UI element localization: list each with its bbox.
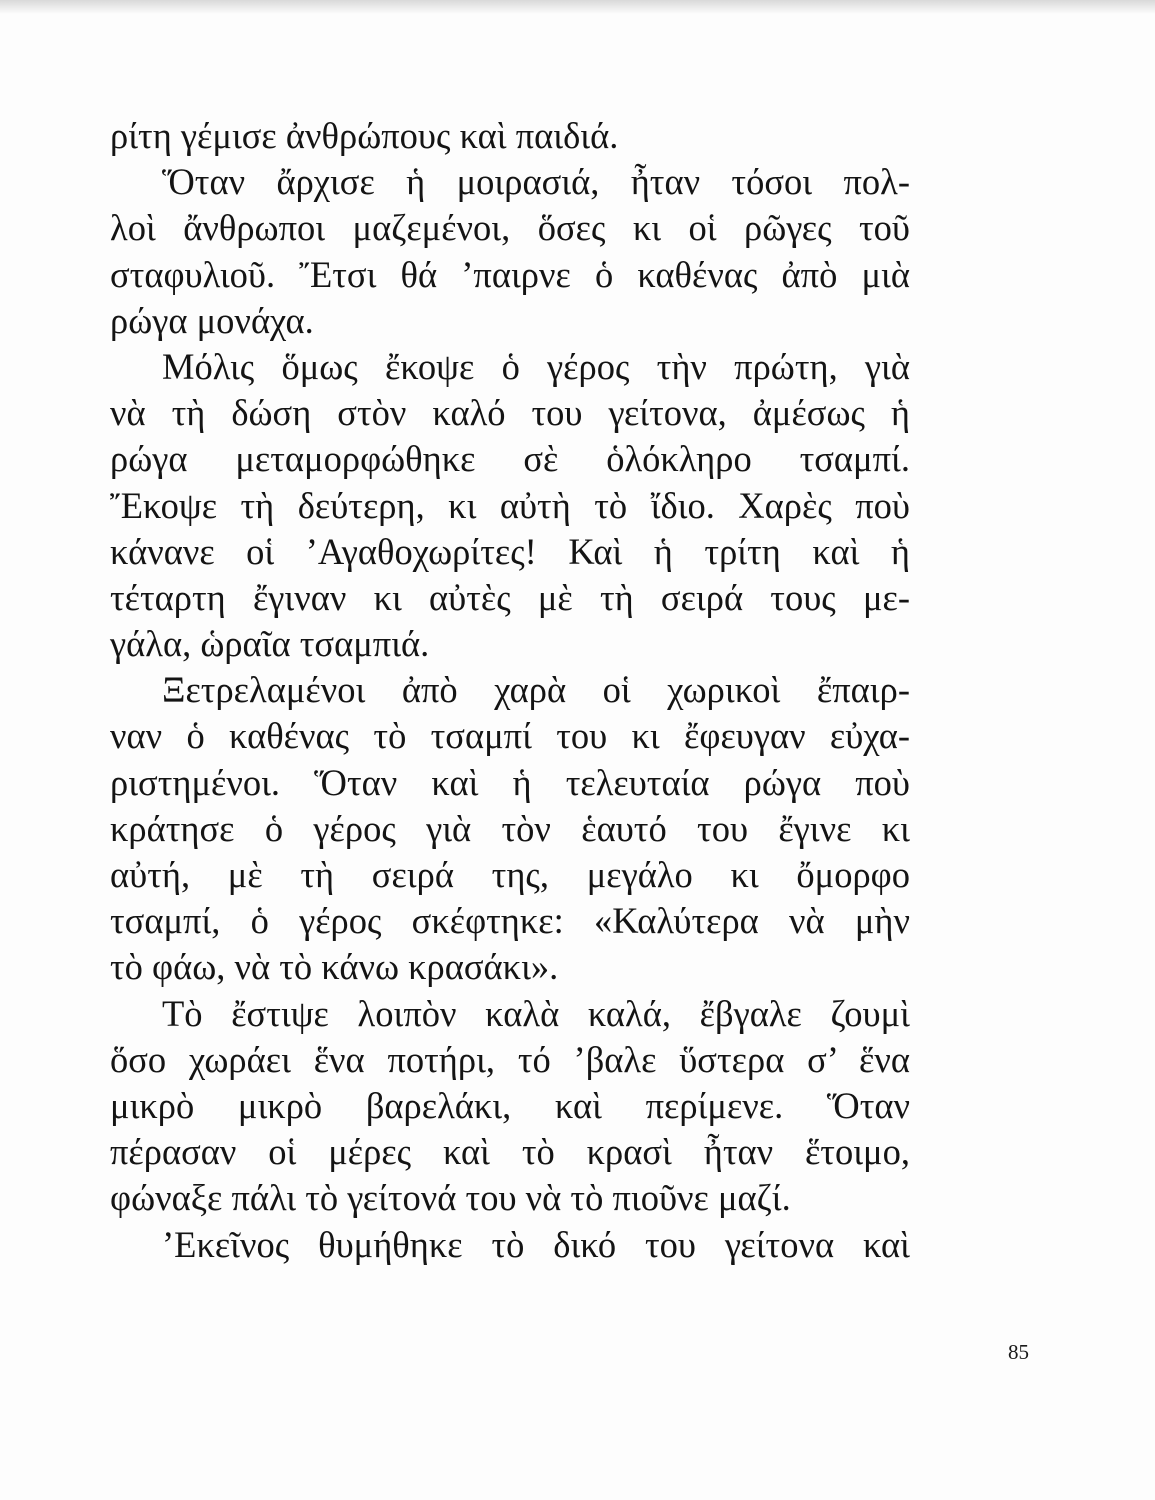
text-line: Μόλις ὅμως ἔκοψε ὁ γέρος τὴν πρώτη, γιὰ: [162, 345, 910, 387]
text-line: ρώγα μονάχα.: [110, 299, 314, 341]
page-number: 85: [1008, 1340, 1029, 1364]
text-line: σταφυλιοῦ. Ἔτσι θά ’παιρνε ὁ καθένας ἀπὸ μιὰ: [110, 253, 910, 295]
text-line: κάνανε οἱ ’Αγαθοχωρίτες! Καὶ ἡ τρίτη καὶ ἡ: [110, 530, 910, 572]
text-line: τέταρτη ἔγιναν κι αὐτὲς μὲ τὴ σειρά τους με-: [110, 576, 910, 618]
text-line: Ὅταν ἄρχισε ἡ μοιρασιά, ἦταν τόσοι πολ-: [162, 161, 910, 203]
text-line: Ξετρελαμένοι ἀπὸ χαρὰ οἱ χωρικοὶ ἔπαιρ-: [162, 669, 910, 711]
text-line: πέρασαν οἱ μέρες καὶ τὸ κρασὶ ἦταν ἕτοιμο,: [110, 1131, 910, 1173]
text-line: ’Εκεῖνος θυμήθηκε τὸ δικό του γείτονα καὶ: [162, 1223, 910, 1265]
text-line: γάλα, ὡραῖα τσαμπιά.: [110, 623, 430, 665]
text-line: τὸ φάω, νὰ τὸ κάνω κρασάκι».: [110, 946, 559, 988]
text-line: Ἔκοψε τὴ δεύτερη, κι αὐτὴ τὸ ἴδιο. Χαρὲς ποὺ: [110, 484, 910, 526]
text-line: τσαμπί, ὁ γέρος σκέφτηκε: «Καλύτερα νὰ μὴν: [110, 900, 910, 942]
text-line: φώναξε πάλι τὸ γείτονά του νὰ τὸ πιοῦνε μαζί.: [110, 1177, 791, 1219]
text-line: αὐτή, μὲ τὴ σειρά της, μεγάλο κι ὄμορφο: [110, 854, 910, 895]
text-line: μικρὸ μικρὸ βαρελάκι, καὶ περίμενε. Ὅταν: [110, 1084, 910, 1126]
text-line: κράτησε ὁ γέρος γιὰ τὸν ἑαυτό του ἔγινε κι: [110, 807, 910, 849]
body-text: [110, 113, 910, 1268]
text-line: νὰ τὴ δώση στὸν καλό του γείτονα, ἀμέσως ἡ: [110, 392, 910, 434]
text-line: Τὸ ἔστιψε λοιπὸν καλὰ καλά, ἔβγαλε ζουμὶ: [162, 992, 910, 1034]
page-edge-shadow: [0, 0, 1155, 14]
text-line: ρίτη γέμισε ἀνθρώπους καὶ παιδιά.: [110, 115, 619, 156]
text-line: ρώγα μεταμορφώθηκε σὲ ὁλόκληρο τσαμπί.: [110, 438, 910, 480]
text-line: ριστημένοι. Ὅταν καὶ ἡ τελευταία ρώγα ποὺ: [110, 761, 910, 803]
text-line: ὅσο χωράει ἕνα ποτήρι, τό ’βαλε ὕστερα σ’ ἕνα: [110, 1038, 910, 1080]
text-line: λοὶ ἄνθρωποι μαζεμένοι, ὅσες κι οἱ ρῶγες τοῦ: [110, 207, 910, 249]
text-line: ναν ὁ καθένας τὸ τσαμπί του κι ἔφευγαν εὐχα-: [110, 715, 910, 757]
